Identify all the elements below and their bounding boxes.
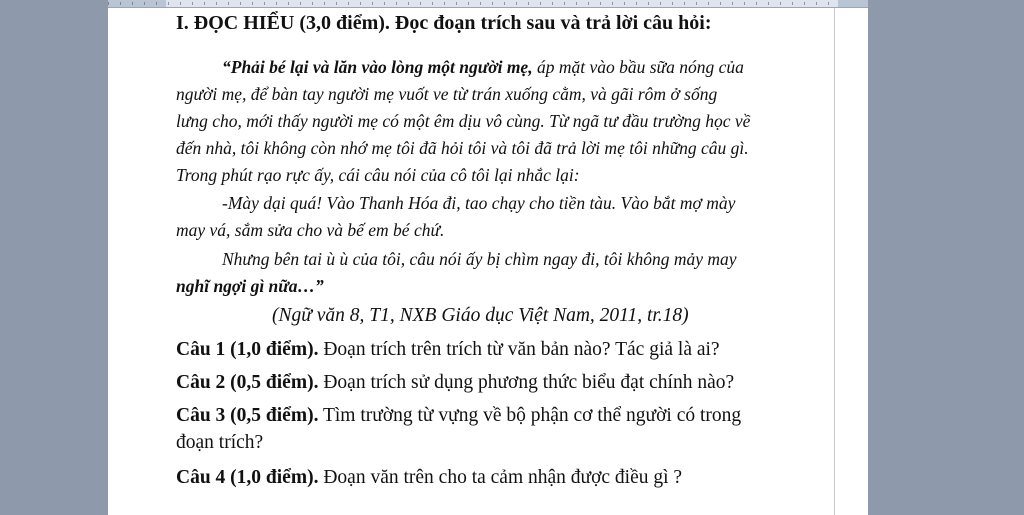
question-text: Đoạn trích trên trích từ văn bản nào? Tác giả là ai? <box>318 339 720 360</box>
question-3 <box>176 405 741 427</box>
passage-line: người mẹ, để bàn tay người mẹ vuốt ve từ trán xuống cằm, và gãi rôm ở sống <box>176 84 718 104</box>
passage-line <box>222 56 744 78</box>
ruler-right-margin <box>838 0 868 7</box>
section-heading: I. ĐỌC HIỂU (3,0 điểm). Đọc đoạn trích sau và trả lời câu hỏi: <box>176 12 712 34</box>
passage-line: đến nhà, tôi không còn nhớ mẹ tôi đã hỏi tôi và tôi đã trả lời mẹ tôi những câu gì. <box>176 138 749 158</box>
question-text: Đoạn trích sử dụng phương thức biểu đạt chính nào? <box>318 372 735 393</box>
passage-bold-lead: “Phải bé lại và lăn vào lòng một người mẹ, <box>222 57 533 77</box>
source-citation: (Ngữ văn 8, T1, NXB Giáo dục Việt Nam, 2011, tr.18) <box>272 305 689 326</box>
question-label: Câu 2 (0,5 điểm). <box>176 372 319 393</box>
question-label: Câu 4 (1,0 điểm). <box>176 467 319 488</box>
passage-text: áp mặt vào bầu sữa nóng của <box>532 57 744 77</box>
question-4 <box>176 467 682 489</box>
ruler-ticks <box>108 2 868 5</box>
document-page[interactable] <box>108 8 868 515</box>
question-2 <box>176 372 734 394</box>
passage-line: lưng cho, mới thấy người mẹ có một êm dịu vô cùng. Từ ngã tư đầu trường học về <box>176 111 751 131</box>
question-3-continued: đoạn trích? <box>176 432 264 453</box>
question-1 <box>176 339 720 361</box>
passage-line: nghĩ ngợi gì nữa…” <box>176 276 324 296</box>
question-label: Câu 3 (0,5 điểm). <box>176 405 319 426</box>
question-label: Câu 1 (1,0 điểm). <box>176 339 319 360</box>
passage-line: Trong phút rạo rực ấy, cái câu nói của cô tôi lại nhắc lại: <box>176 165 580 185</box>
question-text: Đoạn văn trên cho ta cảm nhận được điều gì ? <box>318 467 683 488</box>
passage-line: -Mày dại quá! Vào Thanh Hóa đi, tao chạy cho tiền tàu. Vào bắt mợ mày <box>222 193 736 213</box>
page-right-margin-line <box>834 8 835 515</box>
horizontal-ruler[interactable] <box>108 0 868 8</box>
passage-line: may vá, sắm sửa cho và bế em bé chứ. <box>176 220 445 240</box>
question-text: Tìm trường từ vựng về bộ phận cơ thể người có trong <box>318 405 742 426</box>
passage-line: Nhưng bên tai ù ù của tôi, câu nói ấy bị chìm ngay đi, tôi không mảy may <box>222 249 737 269</box>
